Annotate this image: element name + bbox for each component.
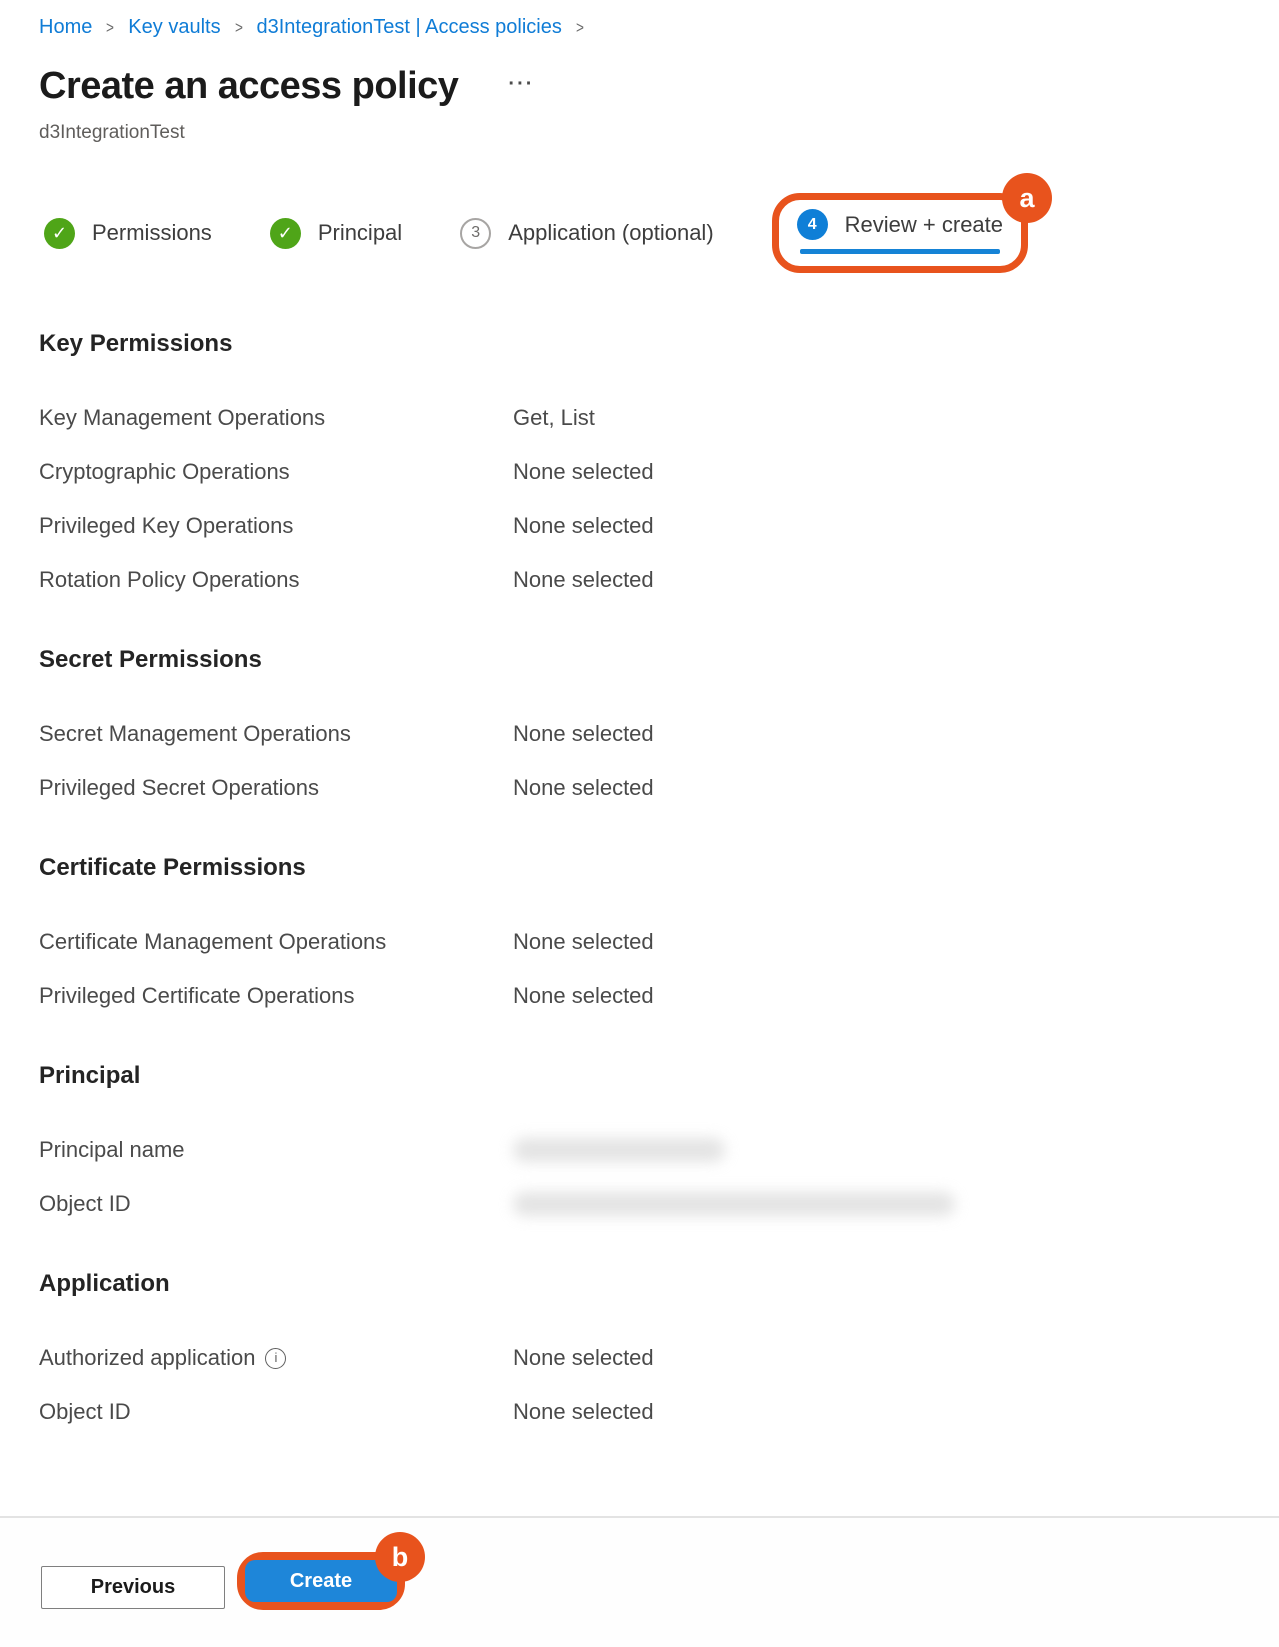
- review-row: [39, 1137, 1279, 1163]
- redacted-value: [513, 1138, 725, 1162]
- footer-bar: [0, 1516, 1279, 1647]
- section-heading: Principal: [39, 1062, 141, 1089]
- row-value: None selected: [513, 929, 654, 954]
- previous-button[interactable]: Previous: [41, 1566, 225, 1609]
- row-value: None selected: [513, 513, 654, 538]
- row-label: Certificate Management Operations: [39, 929, 387, 954]
- tab-label: Application (optional): [508, 220, 714, 245]
- row-value: None selected: [513, 1345, 654, 1370]
- more-options-icon[interactable]: ···: [508, 73, 535, 95]
- sections: [39, 329, 1279, 1425]
- check-icon: ✓: [44, 218, 75, 249]
- review-row: [39, 983, 1279, 1009]
- section-heading: Secret Permissions: [39, 646, 262, 673]
- review-row: [39, 567, 1279, 593]
- review-row: [39, 459, 1279, 485]
- info-icon[interactable]: i: [265, 1348, 286, 1369]
- chevron-right-icon: >: [575, 17, 584, 37]
- review-row: [39, 1399, 1279, 1425]
- tab-permissions[interactable]: [44, 218, 212, 249]
- page-subtitle: d3IntegrationTest: [39, 122, 185, 143]
- review-row: [39, 405, 1279, 431]
- review-row: [39, 929, 1279, 955]
- section-heading: Application: [39, 1270, 170, 1297]
- chevron-right-icon: >: [106, 17, 115, 37]
- annotation-a-badge: a: [1002, 173, 1052, 223]
- breadcrumb-home[interactable]: Home: [39, 16, 93, 38]
- row-label: Privileged Secret Operations: [39, 775, 320, 800]
- breadcrumb: [0, 0, 1279, 39]
- row-label: Privileged Certificate Operations: [39, 983, 355, 1008]
- wizard-tabs: [44, 182, 1279, 273]
- row-label: Privileged Key Operations: [39, 513, 294, 538]
- row-label: Secret Management Operations: [39, 721, 351, 746]
- title-row: [39, 63, 1279, 109]
- footer-buttons: [0, 1518, 1279, 1610]
- row-label: Object ID: [39, 1399, 131, 1424]
- annotation-b-outline: [237, 1542, 409, 1610]
- create-button[interactable]: Create: [245, 1560, 397, 1602]
- review-row: [39, 1345, 1279, 1371]
- row-value: None selected: [513, 567, 654, 592]
- step-3-icon: 3: [460, 218, 491, 249]
- annotation-a-outline: [772, 182, 1035, 273]
- review-row: [39, 775, 1279, 801]
- review-row: [39, 513, 1279, 539]
- breadcrumb-key-vaults[interactable]: Key vaults: [128, 16, 221, 38]
- row-value: None selected: [513, 775, 654, 800]
- row-label: Key Management Operations: [39, 405, 326, 430]
- row-value: Get, List: [513, 405, 595, 430]
- step-4-icon: 4: [797, 209, 828, 240]
- tab-label: Permissions: [92, 220, 212, 245]
- row-label: Authorized application: [39, 1345, 256, 1370]
- row-label: Cryptographic Operations: [39, 459, 290, 484]
- row-label: Principal name: [39, 1137, 185, 1162]
- row-value: None selected: [513, 983, 654, 1008]
- tab-label: Principal: [317, 220, 403, 245]
- active-tab-underline: [800, 249, 1000, 254]
- review-row: [39, 721, 1279, 747]
- row-value: None selected: [513, 721, 654, 746]
- row-label: Object ID: [39, 1191, 131, 1216]
- row-value: None selected: [513, 459, 654, 484]
- row-value: None selected: [513, 1399, 654, 1424]
- review-row: [39, 1191, 1279, 1217]
- tab-principal[interactable]: [270, 218, 402, 249]
- page-title: Create an access policy: [39, 65, 459, 107]
- chevron-right-icon: >: [234, 17, 243, 37]
- row-label: Rotation Policy Operations: [39, 567, 300, 592]
- section-heading: Key Permissions: [39, 330, 233, 357]
- section-heading: Certificate Permissions: [39, 854, 306, 881]
- breadcrumb-vault-access-policies[interactable]: d3IntegrationTest | Access policies: [256, 16, 562, 38]
- annotation-b-badge: b: [375, 1532, 425, 1582]
- tab-label: Review + create: [844, 211, 1004, 237]
- tab-review-create[interactable]: [797, 209, 1003, 240]
- check-icon: ✓: [270, 218, 301, 249]
- redacted-value: [513, 1192, 955, 1216]
- tab-application-optional[interactable]: [460, 218, 713, 249]
